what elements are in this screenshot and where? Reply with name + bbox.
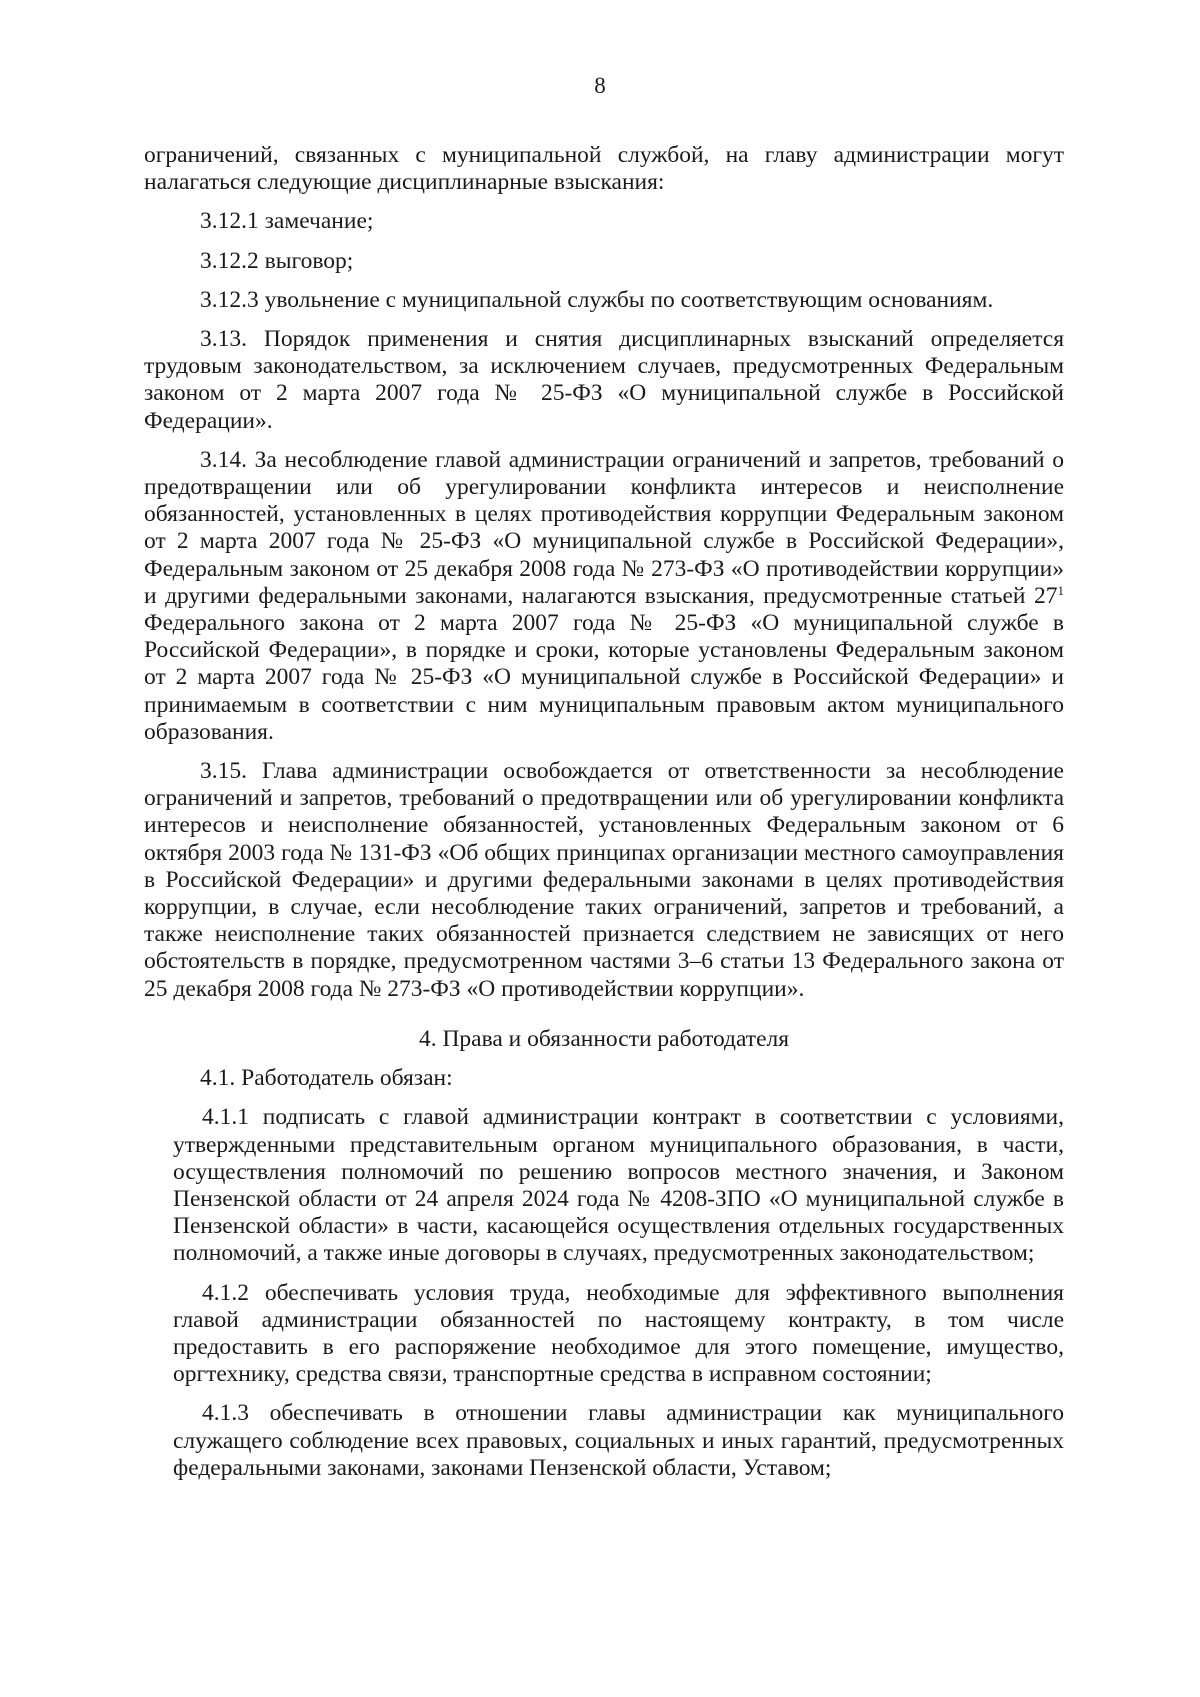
paragraph-4-1: 4.1. Работодатель обязан: bbox=[200, 1065, 453, 1092]
paragraph-3-12-1: 3.12.1 замечание; bbox=[200, 208, 374, 235]
paragraph-3-12-2: 3.12.2 выговор; bbox=[200, 247, 354, 274]
paragraph-4-1-1: 4.1.1 подписать с главой администрации контракт в соответствии с условиями, утвержденными представительным органом муниципального образования, в части, осуществления полномочий по решению вопросов местного значения, и Законом Пензенской области от 24 апреля 2024 года № 4208-ЗПО «О муниципальной службе в Пензенской области» в части, касающейся осуществления отдельных государственных полномочий, а также иные договоры в случаях, предусмотренных законодательством; bbox=[173, 1104, 1064, 1267]
page-number: 8 bbox=[594, 73, 606, 98]
paragraph-3-15: 3.15. Глава администрации освобождается от ответственности за несоблюдение ограничений и запретов, требований о предотвращении или об урегулировании конфликта интересов и неисполнение обязанностей, установленных Федеральным законом от 6 октября 2003 года № 131-ФЗ «Об общих принципах организации местного самоуправления в Российской Федерации» и другими федеральными законами в целях противодействия коррупции, в случае, если несоблюдение таких ограничений, запретов и требований, а также неисполнение таких обязанностей признается следствием не зависящих от него обстоятельств в порядке, предусмотренном частями 3–6 статьи 13 Федерального закона от 25 декабря 2008 года № 273-ФЗ «О противодействии коррупции». bbox=[144, 758, 1064, 1002]
article-superscript: 1 bbox=[1057, 582, 1064, 598]
paragraph-4-1-3: 4.1.3 обеспечивать в отношении главы администрации как муниципального служащего соблюдение всех правовых, социальных и иных гарантий, предусмотренных федеральными законами, законами Пензенской области, Уставом; bbox=[173, 1400, 1064, 1481]
paragraph-3-12-continued: ограничений, связанных с муниципальной службой, на главу администрации могут налагаться следующие дисциплинарные взыскания: bbox=[144, 142, 1064, 196]
paragraph-3-14-text-start: 3.14. За несоблюдение главой администрации ограничений и запретов, требований о предотвращении или об урегулировании конфликта интересов и неисполнение обязанностей, установленных в целях противодействия коррупции Федеральным законом от 2 марта 2007 года № 25-ФЗ «О муниципальной службе в Российской Федерации», Федеральным законом от 25 декабря 2008 года № 273-ФЗ «О противодействии коррупции» и другими федеральными законами, налагаются взыскания, предусмотренные статьей 27 bbox=[144, 446, 1064, 609]
paragraph-3-13: 3.13. Порядок применения и снятия дисциплинарных взысканий определяется трудовым законодательством, за исключением случаев, предусмотренных Федеральным законом от 2 марта 2007 года № 25-ФЗ «О муниципальной службе в Российской Федерации». bbox=[144, 326, 1064, 434]
document-body bbox=[144, 142, 1064, 1494]
paragraph-3-12-3: 3.12.3 увольнение с муниципальной службы по соответствующим основаниям. bbox=[200, 286, 994, 313]
section-4-heading: 4. Права и обязанности работодателя bbox=[418, 1025, 790, 1052]
paragraph-3-14-text-end: Федерального закона от 2 марта 2007 года № 25-ФЗ «О муниципальной службе в Российской Федерации», в порядке и сроки, которые установлены Федеральным законом от 2 марта 2007 года № 25-ФЗ «О муниципальной службе в Российской Федерации» и принимаемым в соответствии с ним муниципальным правовым актом муниципального образования. bbox=[144, 610, 1064, 745]
paragraph-4-1-2: 4.1.2 обеспечивать условия труда, необходимые для эффективного выполнения главой администрации обязанностей по настоящему контракту, в том числе предоставить в его распоряжение необходимое для этого помещение, имущество, оргтехнику, средства связи, транспортные средства в исправном состоянии; bbox=[173, 1279, 1064, 1388]
paragraph-3-14 bbox=[144, 447, 1064, 746]
